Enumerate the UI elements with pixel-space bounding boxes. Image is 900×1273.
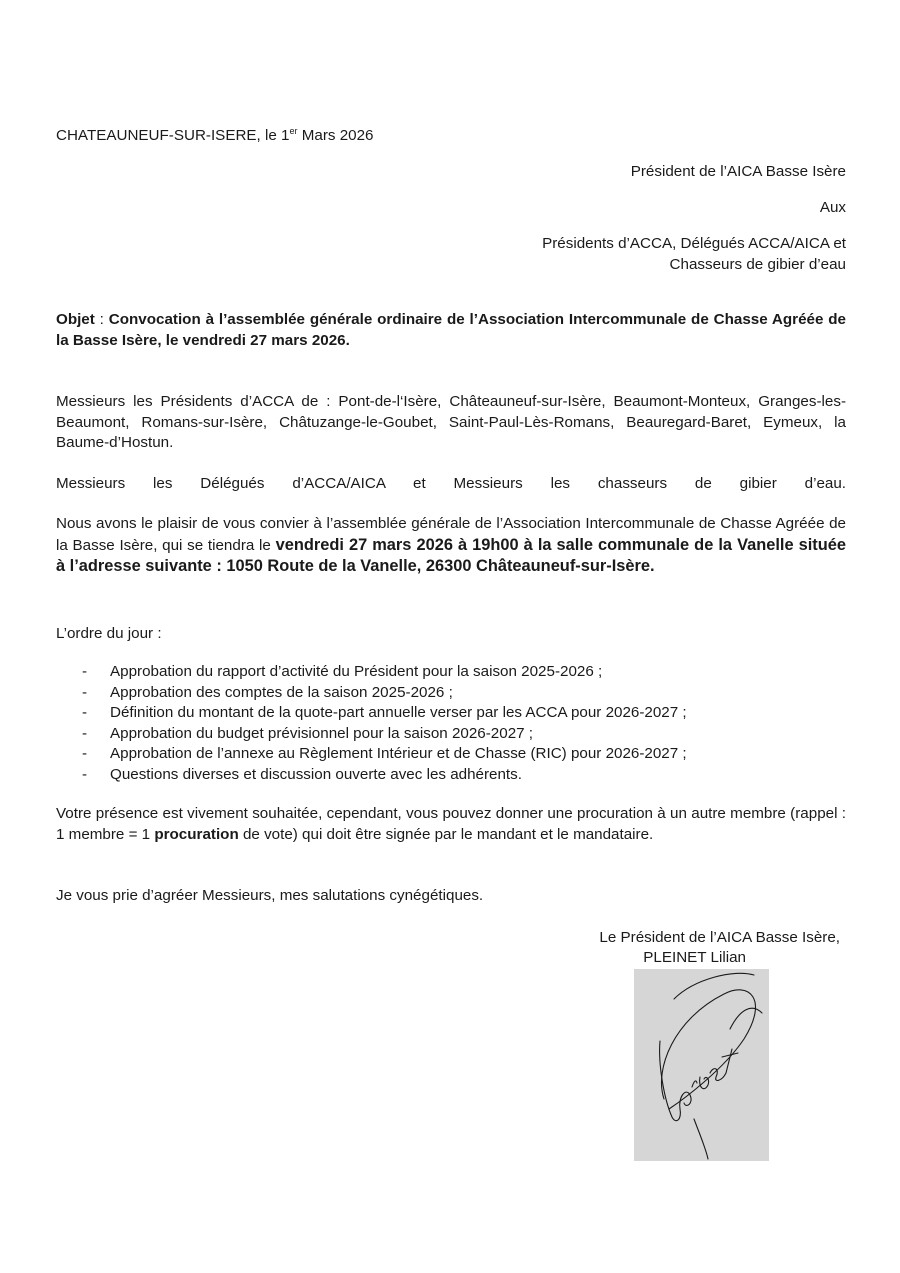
- list-item: - Questions diverses et discussion ouverte avec les adhérents.: [56, 765, 846, 786]
- list-item: - Définition du montant de la quote-part annuelle verser par les ACCA pour 2026-2027 ;: [56, 703, 846, 724]
- list-item: - Approbation des comptes de la saison 2025-2026 ;: [56, 683, 846, 704]
- invitation-intro: Nous avons le plaisir de vous convier à l’assemblée générale de l’Association Intercommunale de Chasse Agréée de la Basse Isère, qui se tiendra le: [56, 515, 846, 554]
- address-presidents: Messieurs les Présidents d’ACCA de : Pont-de-l‘Isère, Châteauneuf-sur-Isère, Beaumont-Monteux, Granges-les-Beaumont, Romans-sur-Isère, Châtuzange-le-Goubet, Saint-Paul-Lès-Romans, Beauregard-Baret, Eymeux, la Baume-d’Hostun.: [56, 393, 846, 451]
- agenda-title: L’ordre du jour :: [56, 625, 162, 642]
- proxy-paragraph: [56, 804, 846, 845]
- addressee-to: Aux: [819, 199, 846, 216]
- list-item: - Approbation du budget prévisionnel pour la saison 2026-2027 ;: [56, 724, 846, 745]
- list-item: - Approbation de l’annexe au Règlement Intérieur et de Chasse (RIC) pour 2026-2027 ;: [56, 744, 846, 765]
- proxy-bold: procuration: [154, 825, 239, 843]
- place-date-prefix: CHATEAUNEUF-SUR-ISERE, le 1: [56, 127, 290, 144]
- closing-salutation: Je vous prie d’agréer Messieurs, mes salutations cynégétiques.: [56, 887, 484, 904]
- invitation-details: vendredi 27 mars 2026 à 19h00 à la salle communale de la Vanelle située à l’adresse suivante : 1050 Route de la Vanelle, 26300 Châteauneuf-sur-Isère.: [56, 535, 846, 575]
- invitation-paragraph: [56, 514, 846, 578]
- recipients-line-2: Chasseurs de gibier d’eau: [669, 255, 846, 273]
- address-delegates: Messieurs les Délégués d’ACCA/AICA et Messieurs les chasseurs de gibier d’eau.: [56, 475, 846, 492]
- signatory-name: PLEINET Lilian: [643, 949, 746, 966]
- place-date-superscript: er: [289, 126, 298, 136]
- subject-label: Objet: [56, 311, 95, 328]
- recipients-line-1: Présidents d’ACCA, Délégués ACCA/AICA et: [542, 235, 846, 252]
- proxy-before: Votre présence est vivement souhaitée, cependant, vous pouvez donner une procuration à un autre membre (rappel : 1 membre = 1: [56, 805, 846, 843]
- subject: [56, 310, 846, 351]
- agenda-list: [56, 662, 846, 785]
- place-date: [56, 126, 373, 147]
- sender: Président de l’AICA Basse Isère: [630, 163, 846, 180]
- signatory-title: Le Président de l’AICA Basse Isère,: [599, 929, 840, 946]
- handwritten-signature: [634, 969, 769, 1161]
- subject-text: Convocation à l’assemblée générale ordinaire de l’Association Intercommunale de Chasse Agréée de la Basse Isère, le vendredi 27 mars 2026.: [56, 311, 846, 349]
- proxy-after: de vote) qui doit être signée par le mandant et le mandataire.: [238, 825, 654, 843]
- list-item: - Approbation du rapport d’activité du Président pour la saison 2025-2026 ;: [56, 662, 846, 683]
- recipients: [542, 234, 846, 275]
- signature-image: [634, 969, 769, 1161]
- place-date-suffix: Mars 2026: [297, 127, 374, 144]
- subject-separator: :: [94, 311, 109, 328]
